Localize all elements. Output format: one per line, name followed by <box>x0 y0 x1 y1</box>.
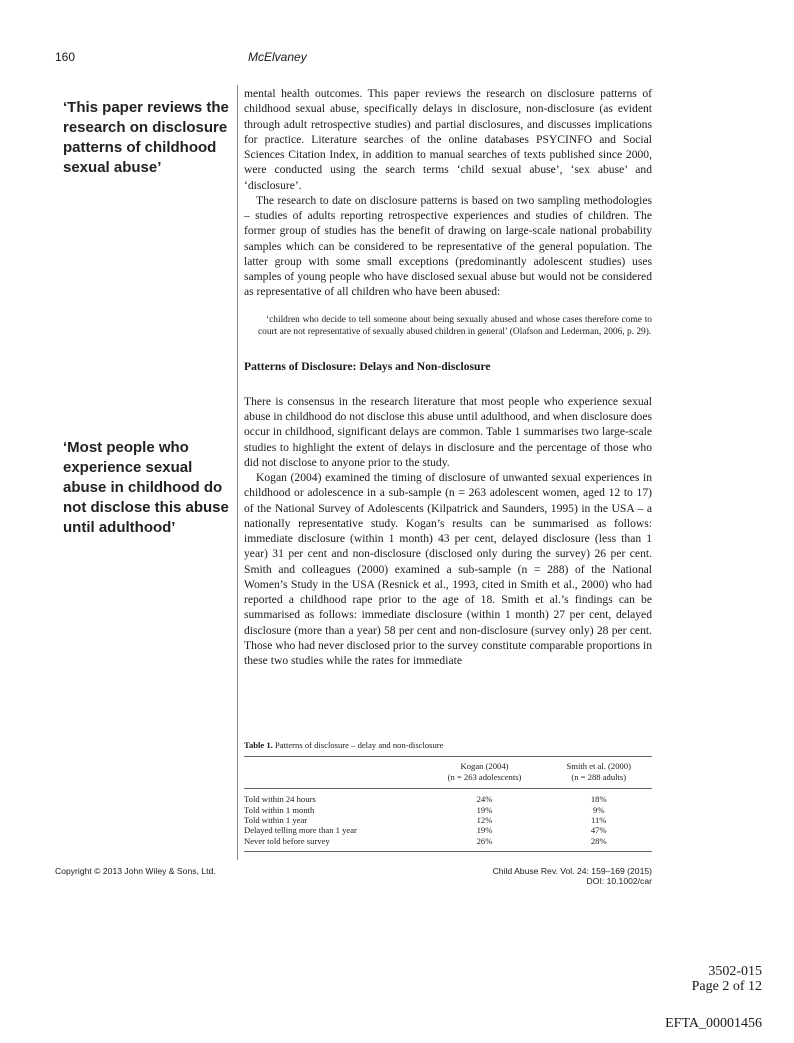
table-cell: 18% <box>590 794 607 805</box>
table-cell: Never told before survey <box>244 836 424 852</box>
table-cell: 9% <box>593 804 605 815</box>
table-caption: Table 1. Patterns of disclosure – delay and non-disclosure <box>244 740 444 750</box>
journal-citation: Child Abuse Rev. Vol. 24: 159–169 (2015) DOI: 10.1002/car <box>492 866 652 886</box>
body-text <box>244 86 652 668</box>
paragraph: Kogan (2004) examined the timing of disclosure of unwanted sexual experiences in childhood or adolescence in a sub-sample (n = 263 adolescent women, aged 12 to 17) of the National Survey of Adolescents (Kilpatrick and Saunders, 1995) in the USA – a nationally representative study. Kogan’s results can be summarised as follows: immediate disclosure (within 1 month) 43 per cent, delayed disclosure (less than 1 year) 31 per cent and non-disclosure (disclosed only during the survey) 26 per cent. Smith and colleagues (2000) examined a sub-sample (n = 288) of the National Women’s Study in the USA (Resnick et al., 1993, cited in Smith et al., 2000) who had reported a childhood rape prior to the age of 18. Smith et al.’s findings can be summarised as follows: immediate disclosure (within 1 month) 27 per cent, delayed disclosure (more than a year) 58 per cent and non-disclosure (survey only) 28 per cent. Those who had never disclosed prior to the survey constitute comparable proportions in these two studies while the rates for immediate <box>244 471 652 667</box>
table-row <box>244 815 652 825</box>
paragraph: The research to date on disclosure patterns is based on two sampling methodologies – studies of adults reporting retrospective experiences and studies of children. The former group of studies has the benefit of drawing on large-scale national probability samples which can be considered to be representative of the general population. The latter group with some small exceptions (predominantly adolescent studies) uses samples of young people who have disclosed sexual abuse but would not be considered as representative of all children who have been abused: <box>244 193 652 299</box>
table-cell: Told within 1 month <box>244 804 315 815</box>
column-header-kogan: Kogan (2004) (n = 263 adolescents) <box>424 757 546 789</box>
column-header-smith: Smith et al. (2000) (n = 288 adults) <box>546 757 653 789</box>
table-cell: 19% <box>476 825 493 836</box>
table-row <box>244 825 652 835</box>
paragraph: mental health outcomes. This paper reviews the research on disclosure patterns of childhood sexual abuse, specifically delays in disclosure, non-disclosure (as evident through adult retrospective studies) and partial disclosures, and discusses implications for practice. Literature searches of the online databases PSYCINFO and Social Sciences Citation Index, in addition to manual searches of texts published since 2000, were conducted using the search terms ‘child sexual abuse’, ‘sex abuse’ and ‘disclosure’. <box>244 87 652 192</box>
table-row <box>244 789 652 805</box>
table-cell: 11% <box>591 815 607 826</box>
table-1 <box>244 740 652 852</box>
pull-quote-2: ‘Most people who experience sexual abuse in childhood do not disclose this abuse until adulthood’ <box>63 439 229 536</box>
table-cell: Delayed telling more than 1 year <box>244 825 357 836</box>
table-row <box>244 805 652 815</box>
doc-id-stamp: 3502-015 <box>708 964 762 979</box>
table-cell: Told within 24 hours <box>244 794 316 805</box>
table-cell: 47% <box>590 825 607 836</box>
table-cell: 26% <box>424 836 546 852</box>
table-cell: 12% <box>476 815 493 826</box>
table-cell: Told within 1 year <box>244 815 308 826</box>
column-divider <box>237 85 238 860</box>
paragraph: There is consensus in the research literature that most people who experience sexual abuse in childhood do not disclose this abuse until adulthood, and when disclosure does occur in childhood, significant delays are common. Table 1 summarises two large-scale studies to highlight the extent of delays in disclosure and the percentage of those who did not disclose to anyone prior to the study. <box>244 394 652 469</box>
page-number: 160 <box>55 50 76 64</box>
table-cell: 24% <box>476 794 493 805</box>
page-stamp: Page 2 of 12 <box>691 979 762 994</box>
table-cell: 28% <box>546 836 653 852</box>
block-quote: ‘children who decide to tell someone about being sexually abused and whose cases therefore come to court are not representative of sexually abused children in general’ (Olafson and Lederman, 2006, p. 29). <box>258 314 652 337</box>
copyright: Copyright © 2013 John Wiley & Sons, Ltd. <box>55 866 216 876</box>
running-author: McElvaney <box>248 50 307 64</box>
efta-stamp: EFTA_00001456 <box>665 1016 762 1031</box>
pull-quote-1: ‘This paper reviews the research on disclosure patterns of childhood sexual abuse’ <box>63 99 229 176</box>
table-cell: 19% <box>476 804 493 815</box>
section-heading: Patterns of Disclosure: Delays and Non-disclosure <box>244 359 491 373</box>
table-row <box>244 836 652 852</box>
